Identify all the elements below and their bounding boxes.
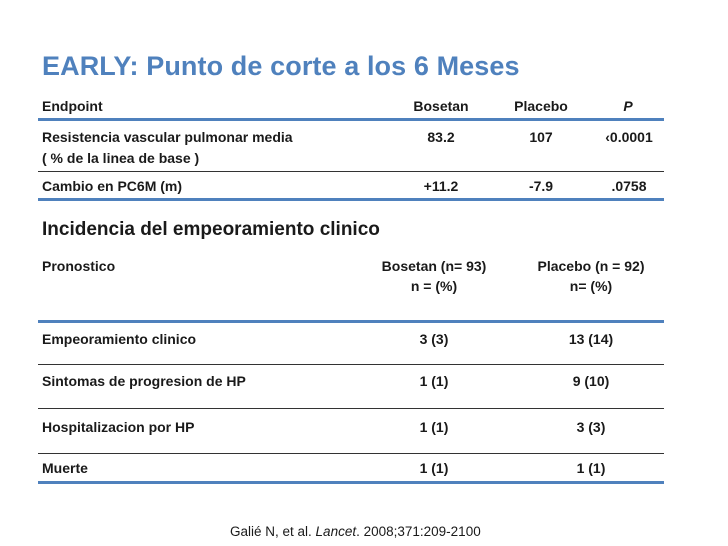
row-divider — [38, 171, 664, 172]
row-sintomas-bosetan: 1 (1) — [419, 373, 449, 389]
row-pc6m-p: .0758 — [611, 178, 647, 194]
header-placebo: Placebo — [514, 98, 568, 114]
citation-details: . 2008;371:209-2100 — [356, 524, 481, 539]
section-subtitle: Incidencia del empeoramiento clinico — [42, 219, 380, 240]
header-rule — [38, 320, 664, 323]
row-resistencia-bosetan: 83.2 — [427, 129, 455, 145]
header-p: P — [623, 98, 633, 114]
header-bosetan: Bosetan — [413, 98, 469, 114]
row-resistencia-sublabel: ( % de la linea de base ) — [42, 150, 200, 166]
row-hospitalizacion-label: Hospitalizacion por HP — [42, 419, 195, 435]
header-rule — [38, 118, 664, 121]
header-placebo-n: Placebo (n = 92) — [537, 258, 645, 274]
row-empeoramiento-bosetan: 3 (3) — [419, 331, 449, 347]
header-bosetan-n: Bosetan (n= 93) — [381, 258, 487, 274]
row-resistencia-label: Resistencia vascular pulmonar media — [42, 129, 293, 145]
row-hospitalizacion-placebo: 3 (3) — [576, 419, 606, 435]
row-divider — [38, 408, 664, 409]
header-bosetan-unit: n = (%) — [410, 278, 458, 294]
row-resistencia-placebo: 107 — [529, 129, 553, 145]
header-pronostico: Pronostico — [42, 258, 116, 274]
table-bottom-rule — [38, 481, 664, 484]
header-placebo-unit: n= (%) — [569, 278, 613, 294]
row-empeoramiento-placebo: 13 (14) — [568, 331, 614, 347]
row-muerte-label: Muerte — [42, 460, 88, 476]
citation-journal: Lancet — [315, 524, 357, 539]
citation-authors: Galié N, et al. — [230, 524, 316, 539]
row-sintomas-label: Sintomas de progresion de HP — [42, 373, 246, 389]
row-pc6m-label: Cambio en PC6M (m) — [42, 178, 183, 194]
row-empeoramiento-label: Empeoramiento clinico — [42, 331, 197, 347]
slide-title: EARLY: Punto de corte a los 6 Meses — [42, 51, 520, 81]
row-divider — [38, 364, 664, 365]
row-resistencia-p: ‹0.0001 — [605, 129, 653, 145]
row-muerte-bosetan: 1 (1) — [419, 460, 449, 476]
row-muerte-placebo: 1 (1) — [576, 460, 606, 476]
row-sintomas-placebo: 9 (10) — [572, 373, 610, 389]
header-endpoint: Endpoint — [42, 98, 103, 114]
table-bottom-rule — [38, 198, 664, 201]
row-divider — [38, 453, 664, 454]
row-pc6m-bosetan: +11.2 — [423, 178, 459, 194]
row-pc6m-placebo: -7.9 — [528, 178, 554, 194]
citation — [230, 524, 481, 539]
row-hospitalizacion-bosetan: 1 (1) — [419, 419, 449, 435]
